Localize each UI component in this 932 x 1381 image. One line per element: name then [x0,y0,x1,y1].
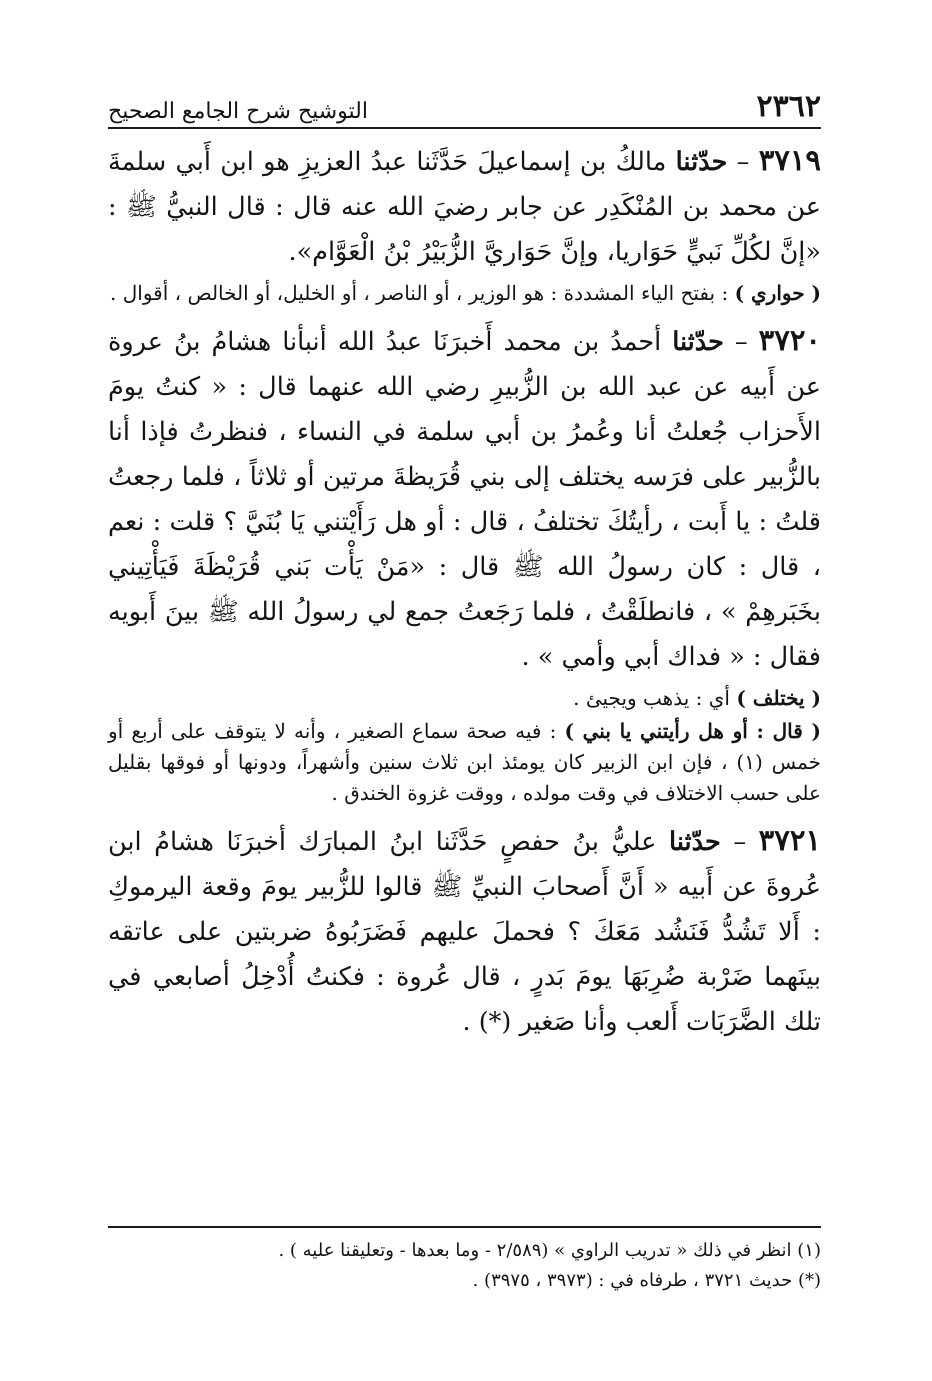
note-text: : بفتح الياء المشددة : هو الوزير ، أو الناصر ، أو الخليل، أو الخالص ، أقوال . [110,281,729,305]
hadith-lead: حدّثنا [672,327,724,357]
dash: – [727,147,750,177]
hadith-text: عليُّ بنُ حفصٍ حَدَّثَنا ابنُ المبارَك أخبرَنَا هشامُ ابن عُروةَ عن أَبيه « أَنَّ أَصحابَ النبيِّ ﷺ قالوا للزُّبير يومَ وقعة اليرموكِ : أَلا تَشُدُّ فَنَشُد مَعَكَ ؟ فحملَ عليهم فَضَرَبُوهُ ضربتين على عاتقه بينَهما ضَرْبة ضُرِبَهَا يومَ بَدرٍ ، قال عُروة : فكنتُ أُدْخِلُ أصابعي في تلك الضَّرَبَات أَلعب وأنا صَغير (*) . [108,827,821,1037]
dash: – [720,827,747,857]
hadith-number: ٣٧٢٠ [758,323,821,357]
footnote: (١) انظر في ذلك « تدريب الراوي » (٢/٥٨٩ - وما بعدها - وتعليقنا عليه ) . [278,1240,821,1261]
page-body [108,138,821,1048]
footnote-rule [108,1226,821,1228]
hadith-lead: حدّثنا [669,827,721,857]
footnotes [108,1236,821,1296]
note-term: ( حواري ) [734,281,821,305]
commentary-note [108,716,821,809]
hadith-number: ٣٧٢١ [758,823,821,857]
commentary-note [108,278,821,309]
hadith-3721 [108,818,821,1045]
note-text: أي : يذهب ويجيئ . [573,686,730,710]
hadith-3719 [108,138,821,275]
footnote: (*) حديث ٣٧٢١ ، طرفاه في : (٣٩٧٣ ، ٣٩٧٥) . [472,1270,821,1291]
page-number: ٢٣٦٢ [756,89,821,124]
hadith-text: مالكُ بن إسماعيلَ حَدَّثَنا عبدُ العزيزِ هو ابن أَبي سلمةَ عن محمد بن المُنْكَدِر عن جابر رضيَ الله عنه قال : قال النبيُّ ﷺ : «إنَّ لكُلِّ نَبيٍّ حَوَاريا، وإنَّ حَوَاريَّ الزُّبَيْرُ بْنُ الْعَوَّام». [108,147,821,267]
commentary-note [108,683,821,714]
dash: – [723,327,748,357]
hadith-lead: حدّثنا [675,147,728,177]
page-header [108,86,821,124]
note-term: ( يختلف ) [736,686,821,710]
note-term: ( قال : أو هل رأيتني يا بني ) [564,719,822,743]
hadith-3720 [108,318,821,680]
hadith-text: أحمدُ بن محمد أَخبرَنَا عبدُ الله أنبأنا هشامُ بنُ عروة عن أَبيه عن عبد الله بن الزُّبيرِ رضي الله عنهما قال : « كنتُ يومَ الأَحزاب جُعلتُ أنا وعُمرُ بن أبي سلمة في النساء ، فنظرتُ فإذا أنا بالزُّبير على فرَسه يختلف إلى بني قُرَيظةَ مرتين أو ثلاثاً ، فلما رجعتُ قلتُ : يا أَبت ، رأيتُكَ تختلفُ ، قال : أو هل رَأَيْتني يَا بُنَيَّ ؟ قلت : نعم ، قال : كان رسولُ الله ﷺ قال : «مَنْ يَأْت بَني قُرَيْظَةَ فَيَأْتِيني بخَبَرهِمْ » ، فانطلَقْتُ ، فلما رَجَعتُ جمع لي رسولُ الله ﷺ بينَ أَبويه فقال : « فداك أبي وأمي » . [108,327,821,672]
hadith-number: ٣٧١٩ [758,143,821,177]
note-text: : فيه صحة سماع الصغير ، وأنه لا يتوقف على أربع أو خمس (١) ، فإن ابن الزبير كان يومئذ ابن ثلاث سنين وأشهراً، ودونها أو فوقها بقليل على حسب الاختلاف في وقت مولده ، ووقت غزوة الخندق . [108,719,821,805]
book-title: التوشيح شرح الجامع الصحيح [108,99,368,124]
header-rule [108,127,821,129]
